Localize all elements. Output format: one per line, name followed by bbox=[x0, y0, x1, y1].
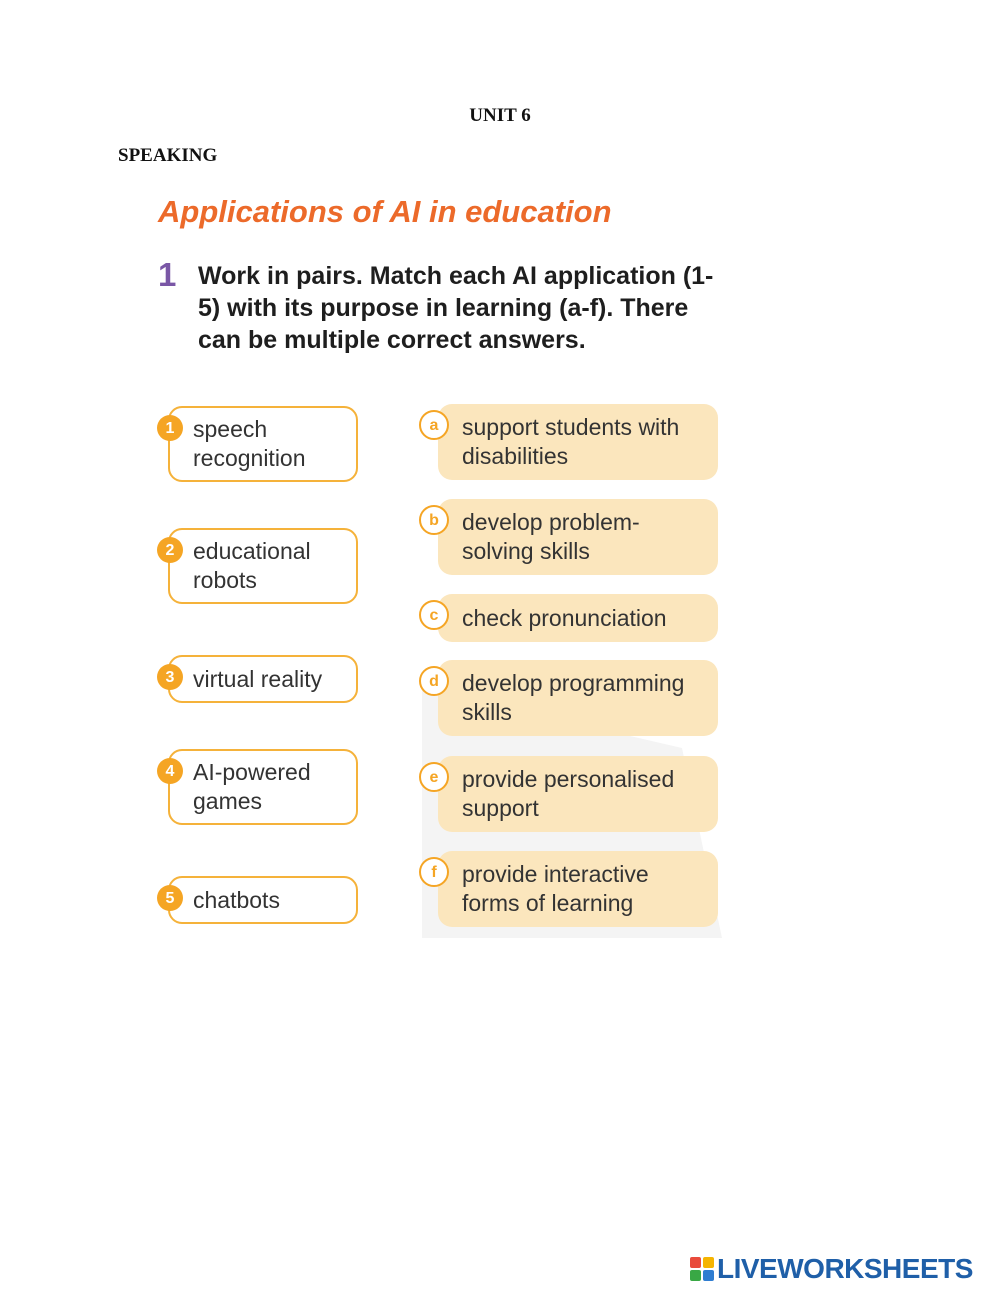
application-text: AI-powered games bbox=[193, 759, 311, 814]
purpose-item[interactable] bbox=[429, 660, 718, 736]
purpose-item[interactable] bbox=[429, 499, 718, 575]
purpose-letter: f bbox=[419, 857, 449, 887]
purpose-letter: d bbox=[419, 666, 449, 696]
brand-footer[interactable] bbox=[690, 1253, 973, 1285]
application-text: educational robots bbox=[193, 538, 311, 593]
purpose-letter: b bbox=[419, 505, 449, 535]
purpose-text: develop programming skills bbox=[462, 670, 685, 725]
purpose-text: provide personalised support bbox=[462, 766, 675, 821]
purpose-text: develop problem-solving skills bbox=[462, 509, 640, 564]
application-number: 5 bbox=[157, 885, 183, 911]
liveworksheets-logo-icon bbox=[690, 1257, 714, 1281]
logo-square-green bbox=[690, 1270, 701, 1281]
application-item[interactable] bbox=[165, 528, 358, 604]
purpose-item[interactable] bbox=[429, 404, 718, 480]
exercise-number: 1 bbox=[158, 256, 177, 293]
purpose-letter: a bbox=[419, 410, 449, 440]
logo-square-red bbox=[690, 1257, 701, 1268]
unit-heading: UNIT 6 bbox=[469, 105, 531, 126]
exercise-panel bbox=[122, 188, 734, 938]
application-number: 1 bbox=[157, 415, 183, 441]
application-text: speech recognition bbox=[193, 416, 306, 471]
application-item[interactable] bbox=[165, 749, 358, 825]
purpose-item[interactable] bbox=[431, 851, 718, 927]
exercise-title: Applications of AI in education bbox=[158, 194, 612, 229]
exercise-instruction: Work in pairs. Match each AI application (1-5) with its purpose in learning (a-f). There can be multiple correct answers. bbox=[198, 262, 714, 354]
section-heading: SPEAKING bbox=[118, 145, 218, 166]
application-number: 3 bbox=[157, 664, 183, 690]
application-number: 2 bbox=[157, 537, 183, 563]
purpose-text: check pronunciation bbox=[462, 604, 667, 631]
purpose-letter: e bbox=[419, 762, 449, 792]
purpose-text: provide interactive forms of learning bbox=[462, 861, 649, 916]
application-text: virtual reality bbox=[193, 665, 323, 692]
purpose-item[interactable] bbox=[429, 594, 718, 642]
application-item[interactable] bbox=[165, 406, 358, 482]
application-number: 4 bbox=[157, 758, 183, 784]
logo-square-blue bbox=[703, 1270, 714, 1281]
purpose-text: support students with disabilities bbox=[462, 414, 680, 469]
application-item[interactable] bbox=[165, 876, 358, 924]
brand-name: LIVEWORKSHEETS bbox=[717, 1253, 973, 1284]
purpose-item[interactable] bbox=[429, 756, 718, 832]
application-text: chatbots bbox=[193, 886, 280, 913]
application-item[interactable] bbox=[165, 655, 358, 703]
logo-square-yellow bbox=[703, 1257, 714, 1268]
purpose-letter: c bbox=[419, 600, 449, 630]
